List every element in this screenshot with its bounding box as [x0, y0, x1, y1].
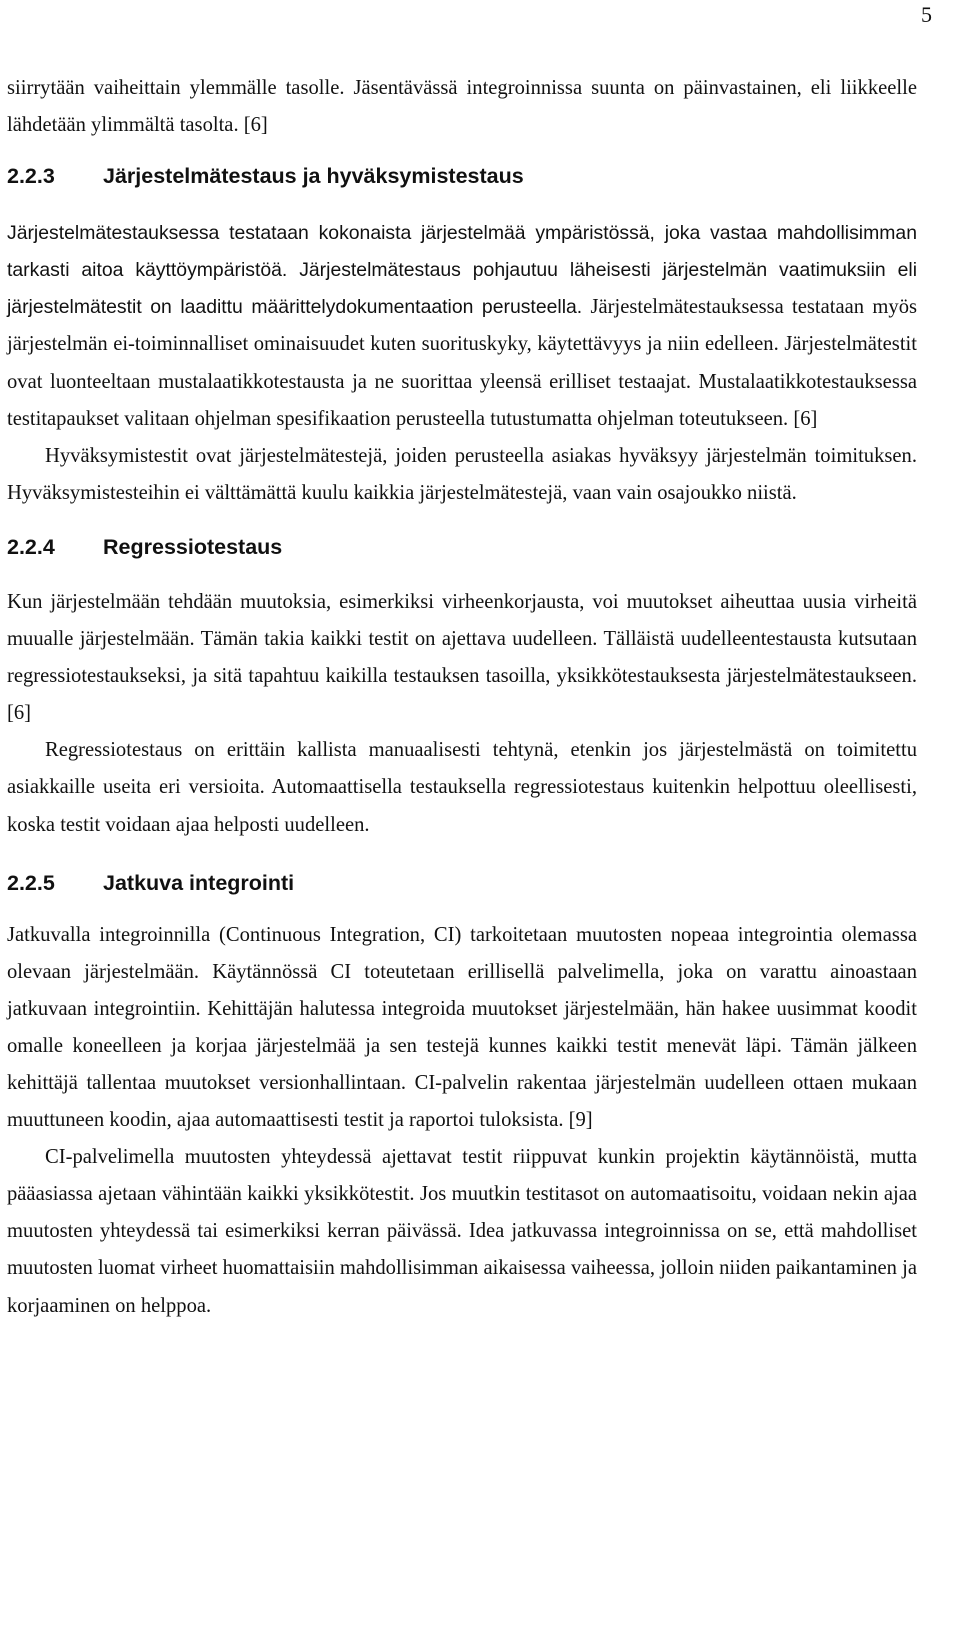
- intro-paragraph: siirrytään vaiheittain ylemmälle tasolle. Jäsentävässä integroinnissa suunta on päinvastainen, eli liikkeelle lähdetään ylimmältä tasolta. [6]: [7, 77, 917, 137]
- paragraph-continuous-integration-1: Jatkuvalla integroinnilla (Continuous Integration, CI) tarkoitetaan muutosten nopeaa integrointia olemassa olevaan järjestelmään. Käytännössä CI toteutetaan erillisellä palvelimella, joka on varattu ainoastaan jatkuvaan integrointiin. Kehittäjän halutessa integroida muutokset järjestelmään, hän hakee uusimmat koodit omalle koneelleen ja korjaa järjestelmää ja sen testejä kunnes kaikki testit menevät läpi. Tämän jälkeen kehittäjä tallentaa muutokset versionhallintaan. CI-palvelin rakentaa järjestelmän uudelleen ottaen mukaan muuttuneen koodin, ajaa automaattisesti testit ja raportoi tuloksista. [9]: [7, 923, 917, 1132]
- section-title: Regressiotestaus: [103, 534, 283, 559]
- section-number: 2.2.5: [7, 870, 55, 895]
- paragraph-system-testing: [7, 215, 917, 438]
- section-number: 2.2.4: [7, 534, 55, 559]
- system-testing-sans-text: Järjestelmätestauksessa testataan kokonaista järjestelmää ympäristössä, joka vastaa mahdollisimman tarkasti aitoa käyttöympäristöä. Järjestelmätestaus pohjautuu läheisesti järjestelmän vaatimuksiin eli järjestelmätestit on laadittu määrittelydokumentaation perusteella.: [7, 222, 917, 319]
- paragraph-regression-2: Regressiotestaus on erittäin kallista manuaalisesti tehtynä, etenkin jos järjestelmästä on toimitettu asiakkaille useita eri versioita. Automaattisella testauksella regressiotestaus kuitenkin helpottuu oleellisesti, koska testit voidaan ajaa helposti uudelleen.: [7, 739, 917, 836]
- system-testing-serif-text: Järjestelmätestauksessa testataan myös järjestelmän ei-toiminnalliset ominaisuudet kuten suorituskyky, käytettävyys ja niin edelleen. Järjestelmätestit ovat luonteeltaan mustalaatikkotestausta ja ne suorittaa yleensä erilliset testaajat. Mustalaatikkotestauksessa testitapaukset valitaan ohjelman spesifikaation perusteella tutustumatta ohjelman toteutukseen. [6]: [7, 296, 918, 430]
- section-heading-2-2-5: [7, 869, 917, 897]
- section-number: 2.2.3: [7, 164, 55, 189]
- section-title: Jatkuva integrointi: [103, 870, 295, 895]
- page-number: 5: [921, 2, 932, 27]
- page-content: [7, 70, 917, 1325]
- paragraph-continuous-integration-2: CI-palvelimella muutosten yhteydessä ajettavat testit riippuvat kunkin projektin käytännöistä, mutta pääasiassa ajetaan vähintään kaikki yksikkötestit. Jos muutkin testitasot on automaatisoitu, voidaan nekin ajaa muutosten yhteydessä tai esimerkiksi kerran päivässä. Idea jatkuvassa integroinnissa on se, että mahdolliset muutosten luomat virheet huomattaisiin mahdollisimman aikaisessa vaiheessa, jolloin niiden paikantaminen ja korjaaminen on helppoa.: [7, 1146, 917, 1317]
- section-heading-2-2-4: [7, 533, 917, 561]
- paragraph-regression-1: Kun järjestelmään tehdään muutoksia, esimerkiksi virheenkorjausta, voi muutokset aiheuttaa uusia virheitä muualle järjestelmään. Tämän takia kaikki testit on ajettava uudelleen. Tälläistä uudelleentestausta kutsutaan regressiotestaukseksi, ja sitä tapahtuu kaikilla testauksen tasoilla, yksikkötestauksesta järjestelmätestaukseen. [6]: [7, 590, 917, 725]
- section-title: Järjestelmätestaus ja hyväksymistestaus: [103, 164, 524, 189]
- section-heading-2-2-3: [7, 162, 917, 190]
- paragraph-acceptance-testing: Hyväksymistestit ovat järjestelmätestejä, joiden perusteella asiakas hyväksyy järjestelmän toimituksen. Hyväksymistesteihin ei välttämättä kuulu kaikkia järjestelmätestejä, vaan vain osajoukko niistä.: [7, 444, 917, 504]
